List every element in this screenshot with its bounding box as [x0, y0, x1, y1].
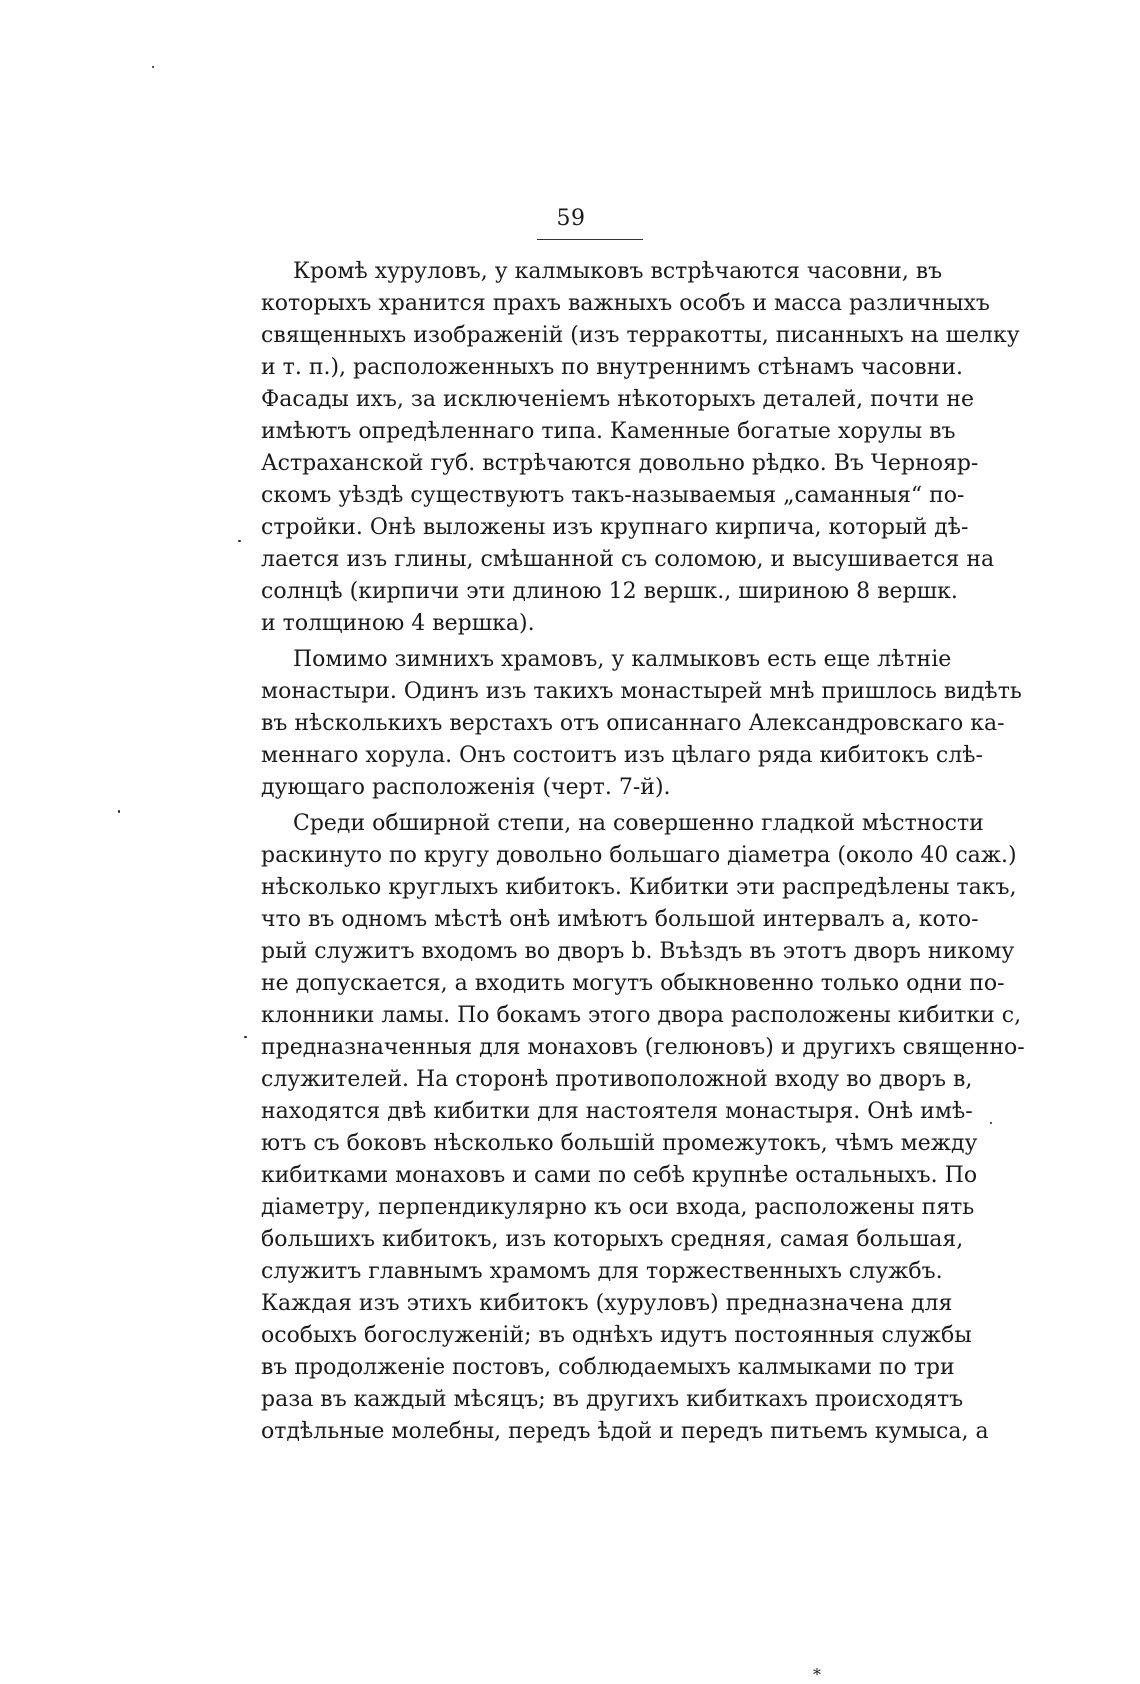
- text-line: раза въ каждый мѣсяцъ; въ другихъ кибиткахъ происходятъ: [261, 1387, 964, 1412]
- text-line: дующаго расположенія (черт. 7-й).: [261, 775, 671, 800]
- text-line: особыхъ богослуженій; въ однѣхъ идутъ постоянныя службы: [261, 1323, 972, 1348]
- text-line: рый служитъ входомъ во дворъ b. Въѣздъ въ этотъ дворъ никому: [261, 939, 1015, 964]
- text-line: діаметру, перпендикулярно къ оси входа, расположены пять: [261, 1195, 975, 1220]
- text-line: ютъ съ боковъ нѣсколько большій промежутокъ, чѣмъ между: [261, 1131, 978, 1156]
- text-line: монастыри. Одинъ изъ такихъ монастырей мнѣ пришлось видѣть: [261, 679, 1022, 704]
- text-line: нѣсколько круглыхъ кибитокъ. Кибитки эти распредѣлены такъ,: [261, 875, 1017, 900]
- header-rule: [537, 239, 643, 240]
- paragraph-2: [261, 644, 1022, 804]
- text-line: лается изъ глины, смѣшанной съ соломою, и высушивается на: [261, 547, 995, 572]
- text-line: и толщиною 4 вершка).: [261, 611, 535, 636]
- text-line: большихъ кибитокъ, изъ которыхъ средняя, самая большая,: [261, 1227, 964, 1252]
- text-line: Среди обширной степи, на совершенно гладкой мѣстности: [293, 811, 984, 836]
- footer-mark: *: [813, 1665, 821, 1684]
- scan-speck: [118, 810, 120, 813]
- text-line: что въ одномъ мѣстѣ онѣ имѣютъ большой интервалъ a, кото-: [261, 907, 979, 932]
- text-line: Каждая изъ этихъ кибитокъ (хуруловъ) предназначена для: [261, 1291, 953, 1316]
- scan-speck: [244, 1036, 247, 1038]
- text-line: въ нѣсколькихъ верстахъ отъ описаннаго Александровскаго ка-: [261, 711, 1005, 736]
- text-line: солнцѣ (кирпичи эти длиною 12 вершк., шириною 8 вершк.: [261, 579, 958, 604]
- text-line: предназначенныя для монаховъ (гелюновъ) и другихъ священно-: [261, 1035, 1025, 1060]
- text-line: которыхъ хранится прахъ важныхъ особъ и масса различныхъ: [261, 291, 990, 316]
- text-line: Помимо зимнихъ храмовъ, у калмыковъ есть еще лѣтніе: [293, 647, 952, 672]
- text-line: стройки. Онѣ выложены изъ крупнаго кирпича, который дѣ-: [261, 515, 969, 540]
- text-line: Фасады ихъ, за исключеніемъ нѣкоторыхъ деталей, почти не: [261, 387, 975, 412]
- text-line: скомъ уѣздѣ существуютъ такъ-называемыя „саманныя“ по-: [261, 483, 965, 508]
- paragraph-3: [261, 808, 1025, 1448]
- text-line: клонники ламы. По бокамъ этого двора расположены кибитки c,: [261, 1003, 1022, 1028]
- scan-speck: [990, 1122, 992, 1124]
- page-number: 59: [556, 206, 586, 231]
- text-line: и т. п.), расположенныхъ по внутреннимъ стѣнамъ часовни.: [261, 355, 964, 380]
- text-line: отдѣльные молебны, передъ ѣдой и передъ питьемъ кумыса, а: [261, 1419, 989, 1444]
- text-line: имѣютъ опредѣленнаго типа. Каменные богатые хорулы въ: [261, 419, 956, 444]
- text-line: находятся двѣ кибитки для настоятеля монастыря. Онѣ имѣ-: [261, 1099, 973, 1124]
- text-line: кибитками монаховъ и сами по себѣ крупнѣе остальныхъ. По: [261, 1163, 978, 1188]
- text-line: служителей. На сторонѣ противоположной входу во дворъ в,: [261, 1067, 973, 1092]
- text-line: меннаго хорула. Онъ состоитъ изъ цѣлаго ряда кибитокъ слѣ-: [261, 743, 983, 768]
- text-line-split: Астраханской губ. встрѣчаются довольно рѣдко. Въ Чернояр-: [261, 451, 979, 476]
- paragraph-1: [261, 256, 1020, 640]
- text-line: не допускается, а входить могутъ обыкновенно только одни по-: [261, 971, 1005, 996]
- text-line: въ продолженіе постовъ, соблюдаемыхъ калмыками по три: [261, 1355, 955, 1380]
- scan-speck: [238, 540, 241, 542]
- scan-speck: [152, 66, 154, 68]
- text-line: священныхъ изображеній (изъ терракотты, писанныхъ на шелку: [261, 323, 1020, 348]
- text-line: раскинуто по кругу довольно большаго діаметра (около 40 саж.): [261, 843, 1017, 868]
- text-line: служитъ главнымъ храмомъ для торжественныхъ службъ.: [261, 1259, 943, 1284]
- text-line: Кромѣ хуруловъ, у калмыковъ встрѣчаются часовни, въ: [293, 259, 943, 284]
- body-text: [261, 256, 1025, 1448]
